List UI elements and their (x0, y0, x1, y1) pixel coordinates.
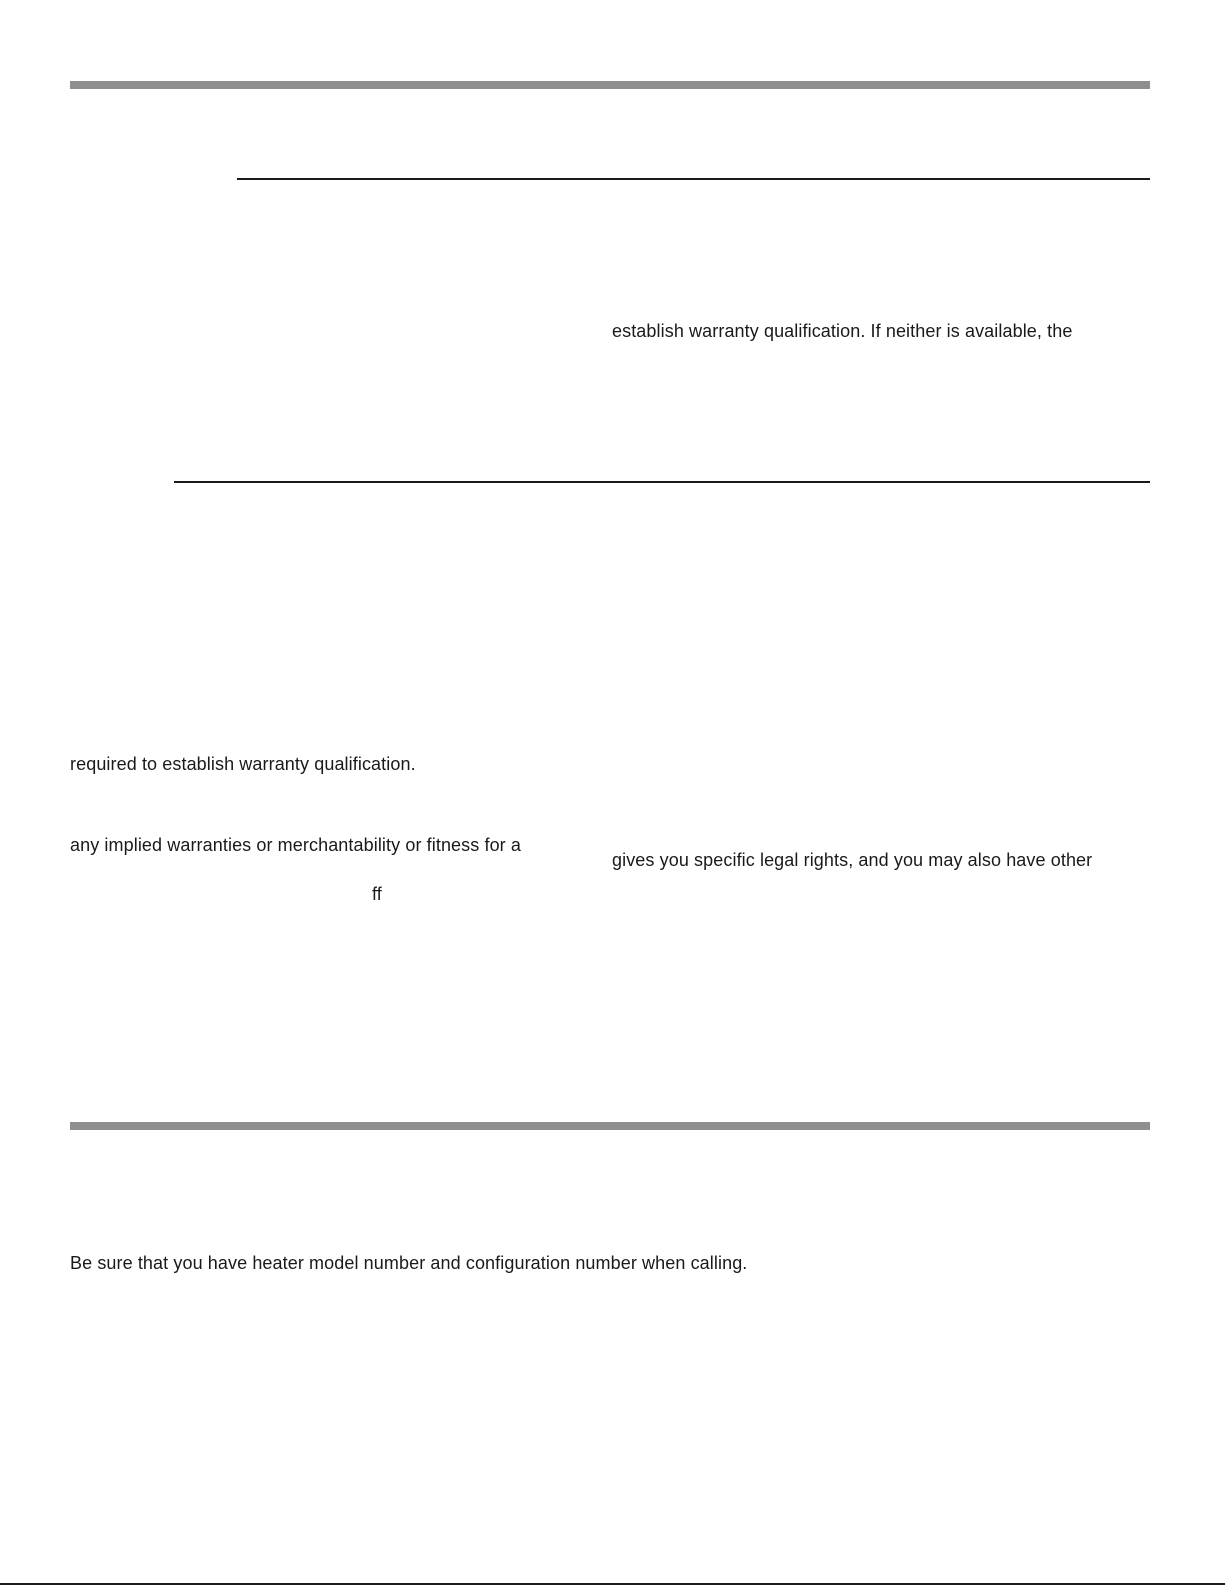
right-column-text-1: establish warranty qualification. If neither is available, the (612, 321, 1073, 341)
section-divider-thin-2 (174, 481, 1150, 483)
right-column-text-2: gives you specific legal rights, and you may also have other (612, 850, 1093, 870)
left-column-text-fragment: ff (372, 884, 382, 904)
section-divider-thin-1 (237, 178, 1150, 180)
service-instruction-text: Be sure that you have heater model number and configuration number when calling. (70, 1253, 748, 1273)
header-divider-thick (70, 81, 1150, 89)
left-column-text-1: required to establish warranty qualification. (70, 754, 416, 774)
footer-divider-thick (70, 1122, 1150, 1130)
left-column-text-2: any implied warranties or merchantability or fitness for a (70, 835, 521, 855)
